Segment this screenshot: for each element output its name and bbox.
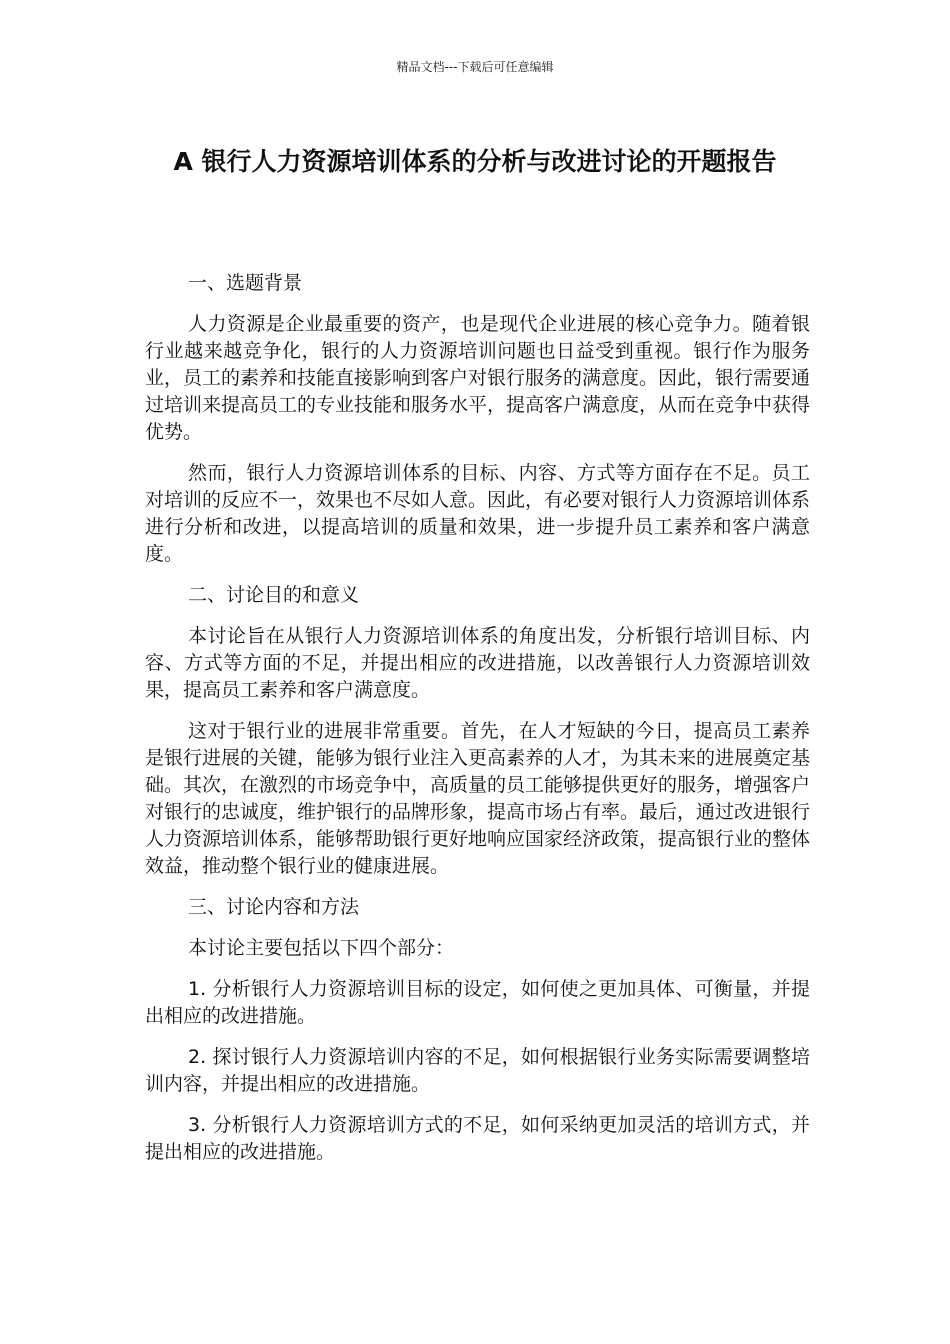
section-heading-content-methods: 三、讨论内容和方法	[188, 896, 360, 918]
list-item: 1. 分析银行人力资源培训目标的设定，如何使之更加具体、可衡量，并提出相应的改进措施。	[145, 978, 810, 1027]
list-item: 2. 探讨银行人力资源培训内容的不足，如何根据银行业务实际需要调整培训内容，并提出相应的改进措施。	[145, 1046, 810, 1095]
document-title: A 银行人力资源培训体系的分析与改进讨论的开题报告	[173, 147, 777, 176]
header-note: 精品文档---下载后可任意编辑	[396, 60, 554, 74]
paragraph: 本讨论旨在从银行人力资源培训体系的角度出发，分析银行培训目标、内容、方式等方面的不足，并提出相应的改进措施，以改善银行人力资源培训效果，提高员工素养和客户满意度。	[145, 625, 810, 701]
section-heading-background: 一、选题背景	[188, 272, 303, 294]
paragraph: 本讨论主要包括以下四个部分：	[188, 937, 455, 959]
paragraph: 人力资源是企业最重要的资产，也是现代企业进展的核心竞争力。随着银行业越来越竞争化，银行的人力资源培训问题也日益受到重视。银行作为服务业，员工的素养和技能直接影响到客户对银行服务的满意度。因此，银行需要通过培训来提高员工的专业技能和服务水平，提高客户满意度，从而在竞争中获得优势。	[145, 313, 811, 443]
list-item: 3. 分析银行人力资源培训方式的不足，如何采纳更加灵活的培训方式，并提出相应的改进措施。	[145, 1114, 810, 1163]
section-heading-purpose: 二、讨论目的和意义	[188, 584, 360, 606]
paragraph: 这对于银行业的进展非常重要。首先，在人才短缺的今日，提高员工素养是银行进展的关键，能够为银行业注入更高素养的人才，为其未来的进展奠定基础。其次，在激烈的市场竞争中，高质量的员工能够提供更好的服务，增强客户对银行的忠诚度，维护银行的品牌形象，提高市场占有率。最后，通过改进银行人力资源培训体系，能够帮助银行更好地响应国家经济政策，提高银行业的整体效益，推动整个银行业的健康进展。	[145, 720, 811, 877]
paragraph: 然而，银行人力资源培训体系的目标、内容、方式等方面存在不足。员工对培训的反应不一，效果也不尽如人意。因此，有必要对银行人力资源培训体系进行分析和改进，以提高培训的质量和效果，进一步提升员工素养和客户满意度。	[145, 462, 811, 565]
document-body	[145, 270, 810, 1180]
